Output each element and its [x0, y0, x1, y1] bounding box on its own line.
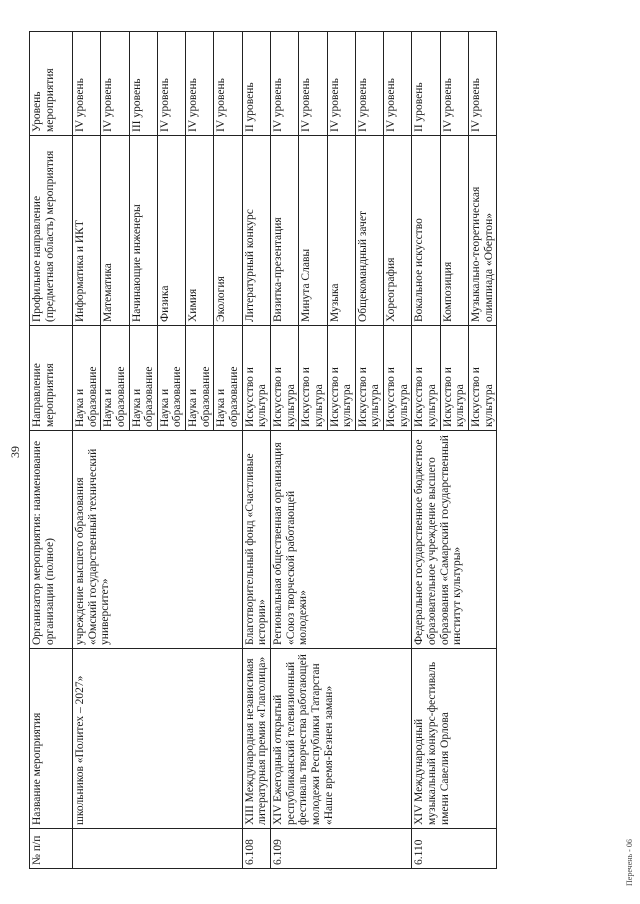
cell-direction: Искусство и культура: [355, 326, 383, 431]
cell-level: IV уровень: [270, 32, 298, 136]
cell-profile: Математика: [101, 136, 129, 326]
cell-organizer: Региональная общественная организация «Союз творческой работающей молодежи»: [270, 431, 411, 649]
cell-profile: Композиция: [440, 136, 468, 326]
cell-direction: Наука и образование: [186, 326, 214, 431]
cell-profile: Экология: [214, 136, 242, 326]
cell-level: IV уровень: [186, 32, 214, 136]
cell-level: IV уровень: [440, 32, 468, 136]
cell-level: III уровень: [129, 32, 157, 136]
cell-level: IV уровень: [384, 32, 412, 136]
cell-level: II уровень: [242, 32, 270, 136]
cell-num: 6.110: [412, 829, 497, 869]
header-profile: Профильное направление (предметная область) мероприятия: [30, 136, 73, 326]
cell-direction: Искусство и культура: [468, 326, 496, 431]
cell-num: [73, 829, 243, 869]
header-direction: Направление мероприятия: [30, 326, 73, 431]
header-name: Название мероприятия: [30, 649, 73, 829]
cell-profile: Минута Славы: [299, 136, 327, 326]
cell-num: 6.108: [242, 829, 270, 869]
cell-level: IV уровень: [327, 32, 355, 136]
cell-profile: Хореография: [384, 136, 412, 326]
cell-level: IV уровень: [468, 32, 496, 136]
header-level: Уровень мероприятия: [30, 32, 73, 136]
cell-profile: Литературный конкурс: [242, 136, 270, 326]
cell-level: IV уровень: [73, 32, 101, 136]
cell-profile: Вокальное искусство: [412, 136, 440, 326]
cell-level: IV уровень: [157, 32, 185, 136]
cell-event-name: XIII Международная независимая литературная премия «Глаголица»: [242, 649, 270, 829]
cell-profile: Музыкально-теоретическая олимпиада «Обертон»: [468, 136, 496, 326]
cell-direction: Наука и образование: [129, 326, 157, 431]
cell-profile: Физика: [157, 136, 185, 326]
page-number: 39: [8, 446, 22, 458]
cell-direction: Искусство и культура: [440, 326, 468, 431]
cell-profile: Химия: [186, 136, 214, 326]
cell-profile: Информатика и ИКТ: [73, 136, 101, 326]
cell-direction: Наука и образование: [101, 326, 129, 431]
table-row: [73, 32, 101, 869]
cell-num: 6.109: [270, 829, 411, 869]
cell-direction: Наука и образование: [214, 326, 242, 431]
cell-direction: Искусство и культура: [412, 326, 440, 431]
cell-level: IV уровень: [101, 32, 129, 136]
cell-level: IV уровень: [214, 32, 242, 136]
cell-direction: Наука и образование: [157, 326, 185, 431]
cell-direction: Искусство и культура: [242, 326, 270, 431]
cell-organizer: Благотворительный фонд «Счастливые истории»: [242, 431, 270, 649]
cell-event-name: школьников «Политех – 2027»: [73, 649, 243, 829]
header-row: [30, 32, 73, 869]
cell-level: IV уровень: [299, 32, 327, 136]
cell-organizer: учреждение высшего образования «Омский государственный технический университет»: [73, 431, 243, 649]
cell-direction: Искусство и культура: [270, 326, 298, 431]
cell-direction: Искусство и культура: [327, 326, 355, 431]
cell-profile: Музыка: [327, 136, 355, 326]
cell-event-name: XIV Международный музыкальный конкурс-фестиваль имени Савелия Орлова: [412, 649, 497, 829]
cell-event-name: XIV Ежегодный открытый республиканский телевизионный фестиваль творчества работающей молодежи Республики Татарстан «Наше время-Безнен заман»: [270, 649, 411, 829]
header-num: № п/п: [30, 829, 73, 869]
cell-profile: Начинающие инженеры: [129, 136, 157, 326]
header-organizer: Организатор мероприятия: наименование организации (полное): [30, 431, 73, 649]
cell-organizer: Федеральное государственное бюджетное образовательное учреждение высшего образования «Самарский государственный институт культуры»: [412, 431, 497, 649]
cell-direction: Наука и образование: [73, 326, 101, 431]
table-row: [242, 32, 270, 869]
cell-profile: Общекомандный зачет: [355, 136, 383, 326]
cell-direction: Искусство и культура: [299, 326, 327, 431]
cell-level: IV уровень: [355, 32, 383, 136]
table-row: [412, 32, 440, 869]
events-table: [29, 31, 497, 869]
cell-profile: Визитка-презентация: [270, 136, 298, 326]
footer-note: Перечень - 06: [625, 839, 634, 886]
cell-level: II уровень: [412, 32, 440, 136]
cell-direction: Искусство и культура: [384, 326, 412, 431]
table-row: [270, 32, 298, 869]
